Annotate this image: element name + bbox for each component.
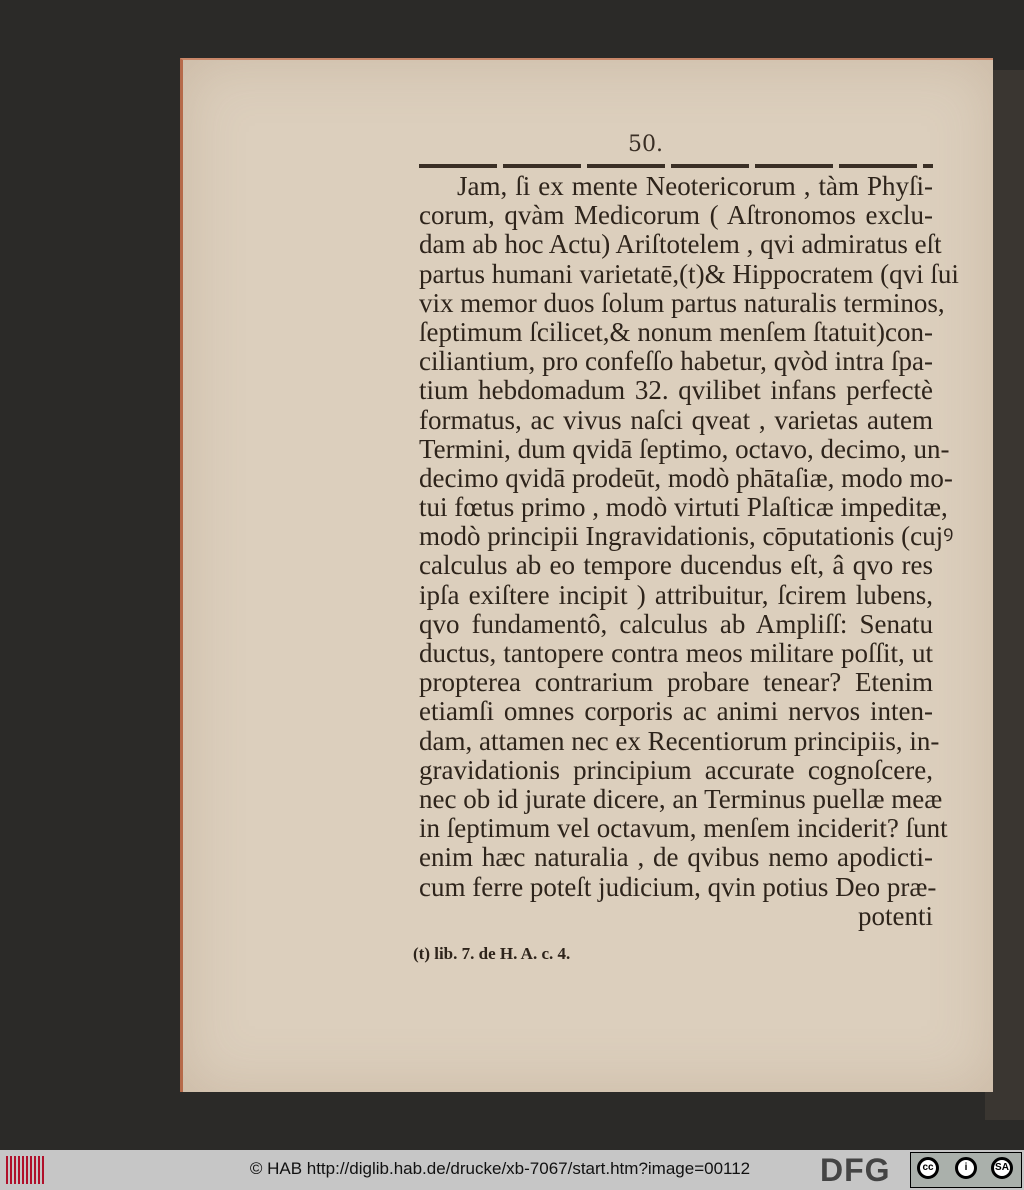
text-line: Jam, ſi ex mente Neotericorum , tàm Phyſi- [457,171,933,201]
text-line: propterea contrarium probare tenear? Etenim [419,667,933,698]
cc-icon: cc [917,1157,939,1179]
text-line: ſeptimum ſcilicet,& nonum menſem ſtatuit)con- [419,316,933,347]
text-line: dam ab hoc Actu) Ariſtotelem , qvi admiratus eſt [419,229,942,260]
text-line: gravidationis principium accurate cognoſcere, [419,754,933,785]
text-line: vix memor duos ſolum partus naturalis terminos, [419,287,945,318]
footer-bar [0,1150,1024,1190]
page-number: 50. [628,132,663,157]
text-line: corum, qvàm Medicorum ( Aſtronomos exclu- [419,200,933,231]
body-text [419,171,959,931]
text-line: ipſa exiſtere incipit ) attribuitur, ſcirem lubens, [419,579,933,610]
sa-icon: SA [991,1157,1013,1179]
dfg-logo: DFG [820,1152,891,1188]
text-line: enim hæc naturalia , de qvibus nemo apodicti- [419,842,933,873]
text-line: Termini, dum qvidā ſeptimo, octavo, decimo, un- [419,433,950,464]
text-line: dam, attamen nec ex Recentiorum principiis, in- [419,725,940,756]
text-line: partus humani varietatē,(t)& Hippocratem (qvi ſui [419,258,959,289]
text-line: etiamſi omnes corporis ac animi nervos inten- [419,696,933,727]
text-line: calculus ab eo tempore ducendus eſt, â qvo res [419,550,933,581]
text-line: ciliantium, pro confeſſo habetur, qvòd intra ſpa- [419,346,933,377]
text-line: cum ferre poteſt judicium, qvin potius Deo præ- [419,871,937,902]
text-line: formatus, ac vivus naſci qveat , varietas autem [419,404,933,435]
text-line: modò principii Ingravidationis, cōputationis (cujꝰ [419,521,954,552]
copyright-link[interactable]: © HAB http://diglib.hab.de/drucke/xb-7067/start.htm?image=00112 [249,1159,751,1178]
scanned-page [180,58,993,1092]
text-line: tium hebdomadum 32. qvilibet infans perfectè [419,375,933,406]
text-line: decimo qvidā prodeūt, modò phātaſiæ, modo mo- [419,462,953,493]
header-rule [419,164,933,168]
text-line: ductus, tantopere contra meos militare poſſit, ut [419,638,933,668]
by-icon: i [955,1157,977,1179]
text-line: in ſeptimum vel octavum, menſem inciderit? ſunt [419,813,948,844]
footnote: (t) lib. 7. de H. A. c. 4. [413,944,571,963]
cc-license-badge[interactable] [910,1152,1022,1188]
text-line: nec ob id jurate dicere, an Terminus puellæ meæ [419,783,943,814]
text-line: qvo fundamentô, calculus ab Ampliſſ: Senatu [419,608,933,639]
text-line: tui fœtus primo , modò virtuti Plaſticæ impeditæ, [419,492,948,523]
text-line: potenti [858,900,933,931]
hab-logo-icon [6,1156,46,1184]
